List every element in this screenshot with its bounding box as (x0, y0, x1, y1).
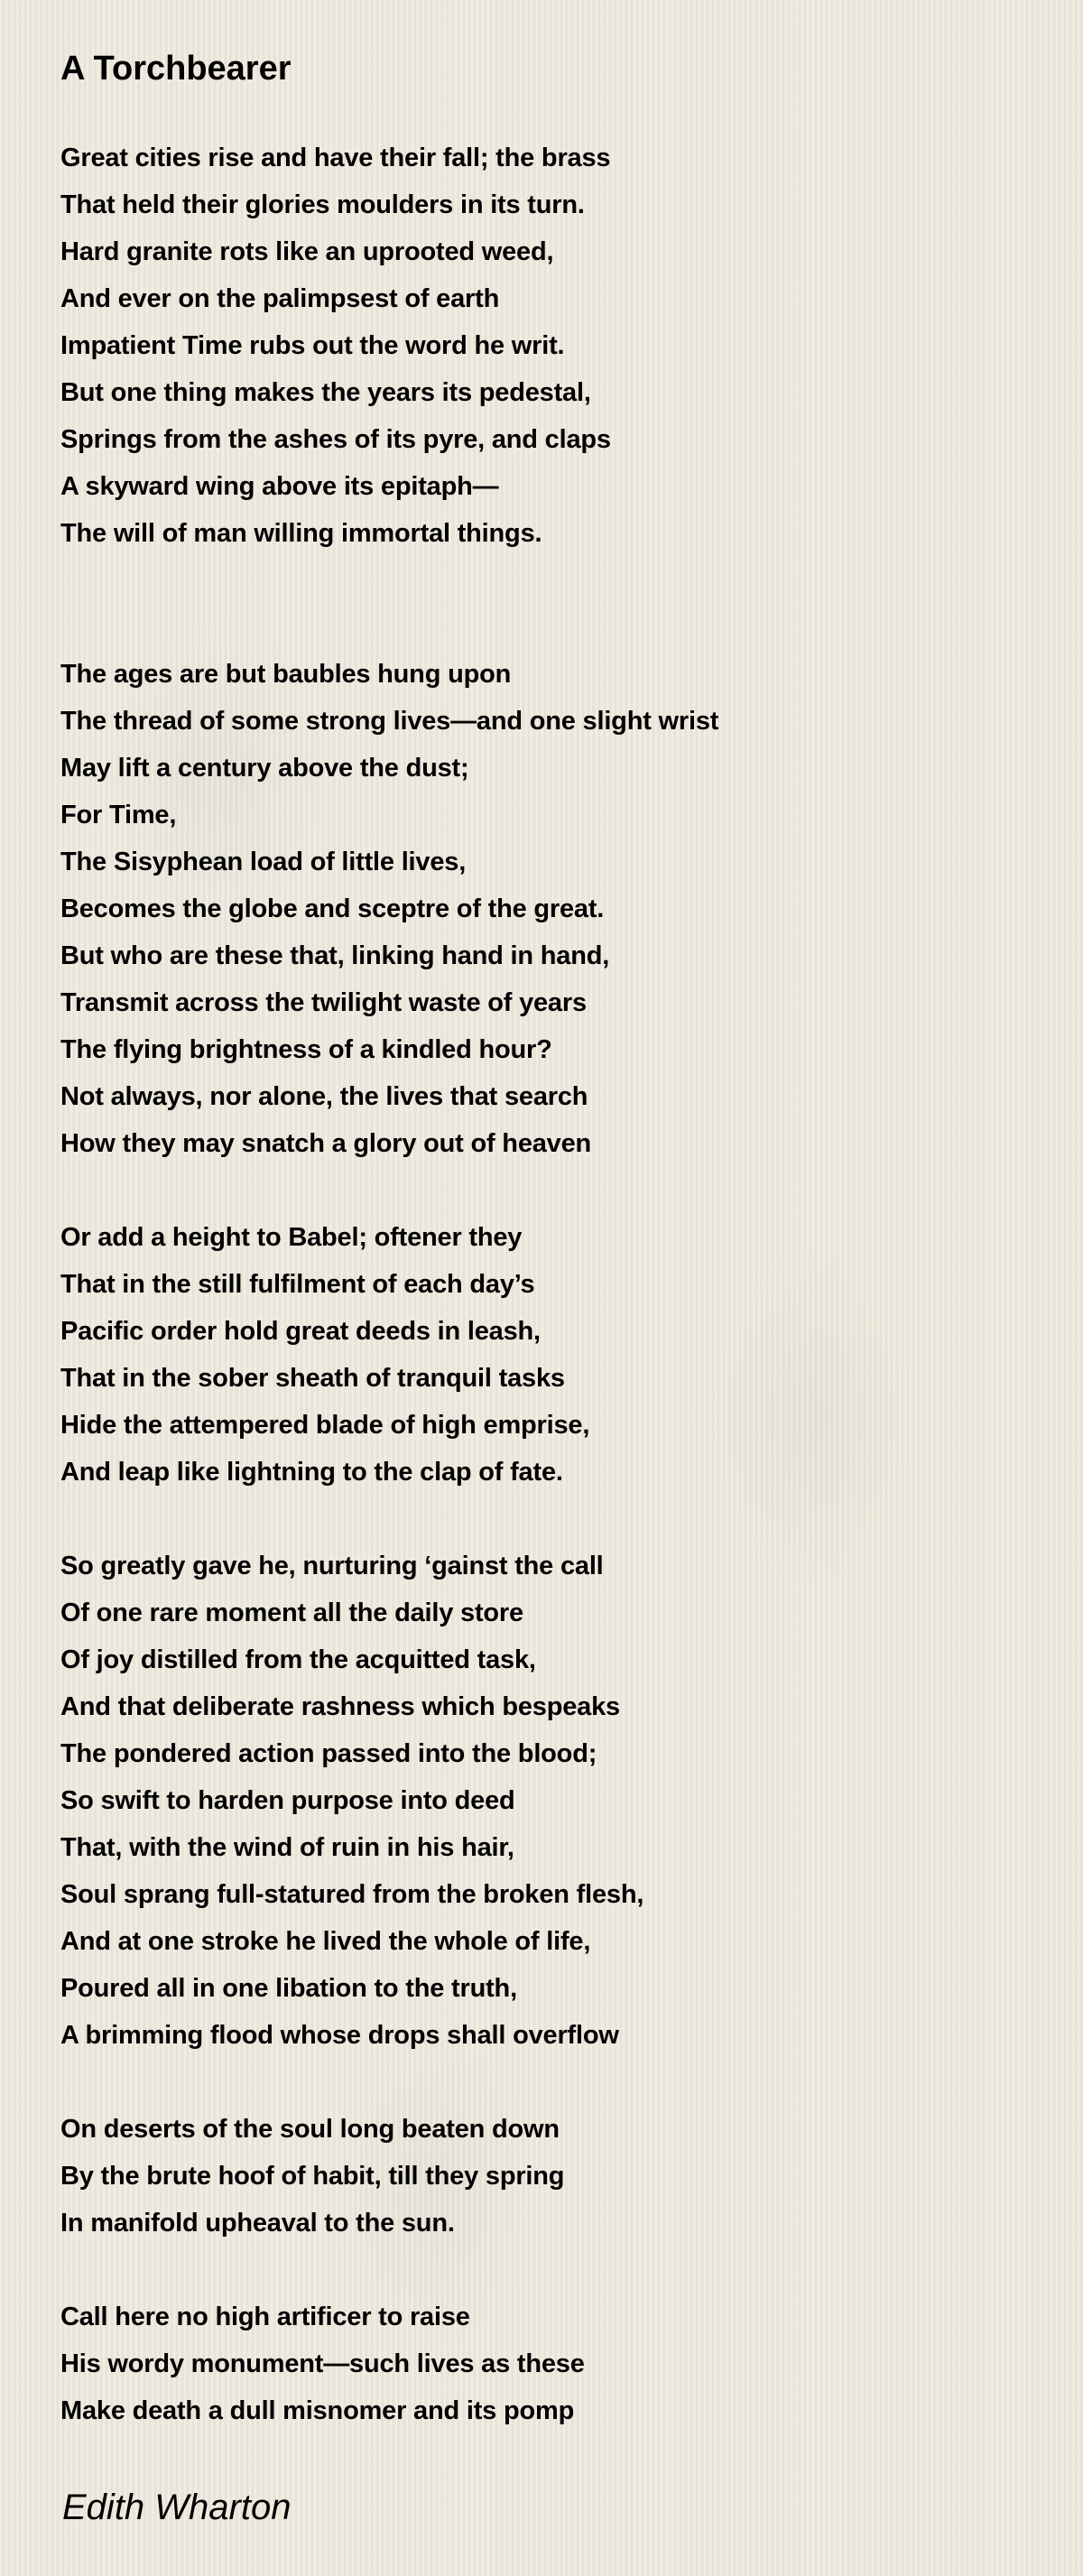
poem-line: But one thing makes the years its pedestal, (60, 378, 591, 407)
poem-line: Soul sprang full-statured from the broken flesh, (60, 1880, 644, 1909)
poem-author: Edith Wharton (62, 2488, 292, 2527)
poem-line: That in the sober sheath of tranquil tasks (60, 1364, 565, 1393)
poem-line: So greatly gave he, nurturing ‘gainst the call (60, 1552, 604, 1580)
poem-line (60, 604, 718, 651)
poem-line: And at one stroke he lived the whole of life, (60, 1927, 591, 1956)
poem-line: That held their glories moulders in its turn. (60, 190, 585, 219)
poem-line: May lift a century above the dust; (60, 754, 469, 783)
poem-line: The will of man willing immortal things. (60, 519, 542, 548)
poem-line: And that deliberate rashness which bespeaks (60, 1692, 620, 1721)
poem-line: Of one rare moment all the daily store (60, 1598, 523, 1627)
poem-line: Or add a height to Babel; oftener they (60, 1223, 523, 1252)
poem-line: A skyward wing above its epitaph— (60, 472, 499, 501)
poem-line: By the brute hoof of habit, till they spring (60, 2162, 565, 2191)
poem-line: How they may snatch a glory out of heaven (60, 1129, 592, 1158)
poem-line (60, 557, 718, 604)
poem-line (60, 2247, 718, 2293)
poem-line: The ages are but baubles hung upon (60, 660, 512, 689)
poem-line: Springs from the ashes of its pyre, and claps (60, 425, 611, 454)
poem-line: A brimming flood whose drops shall overflow (60, 2021, 619, 2050)
poem-line: His wordy monument—such lives as these (60, 2349, 585, 2378)
poem-line: Impatient Time rubs out the word he writ. (60, 331, 565, 360)
poem-line: So swift to harden purpose into deed (60, 1786, 515, 1815)
poem-line: The flying brightness of a kindled hour? (60, 1035, 552, 1064)
poem-line: The Sisyphean load of little lives, (60, 848, 467, 876)
poem-line (60, 1496, 718, 1543)
poem-line: And leap like lightning to the clap of fate. (60, 1458, 563, 1487)
poem-line: The pondered action passed into the blood; (60, 1739, 597, 1768)
poem-title: A Torchbearer (60, 50, 292, 88)
poem-line: Hide the attempered blade of high emprise, (60, 1411, 590, 1440)
poem-line: On deserts of the soul long beaten down (60, 2115, 560, 2144)
poem-line: That, with the wind of ruin in his hair, (60, 1833, 514, 1862)
poem-line (60, 2059, 718, 2106)
poem-line: That in the still fulfilment of each day’s (60, 1270, 535, 1299)
poem-line: Poured all in one libation to the truth, (60, 1974, 517, 2003)
poem-line: The thread of some strong lives—and one slight wrist (60, 707, 719, 736)
poem-line: In manifold upheaval to the sun. (60, 2209, 455, 2238)
poem-line: Pacific order hold great deeds in leash, (60, 1317, 541, 1346)
poem-line: Call here no high artificer to raise (60, 2303, 470, 2331)
poem-line: Becomes the globe and sceptre of the great. (60, 894, 605, 923)
poem-line: Hard granite rots like an uprooted weed, (60, 237, 554, 266)
poem-line: Not always, nor alone, the lives that search (60, 1082, 588, 1111)
poem-body (60, 134, 718, 2434)
poem-line: And ever on the palimpsest of earth (60, 284, 500, 313)
poem-line: For Time, (60, 801, 177, 829)
poem-line: But who are these that, linking hand in hand, (60, 941, 610, 970)
poem-line: Great cities rise and have their fall; the brass (60, 144, 611, 172)
poem-line: Transmit across the twilight waste of years (60, 988, 587, 1017)
poem-line: Of joy distilled from the acquitted task, (60, 1645, 536, 1674)
poem-line (60, 1167, 718, 1214)
poem-line: Make death a dull misnomer and its pomp (60, 2396, 575, 2425)
